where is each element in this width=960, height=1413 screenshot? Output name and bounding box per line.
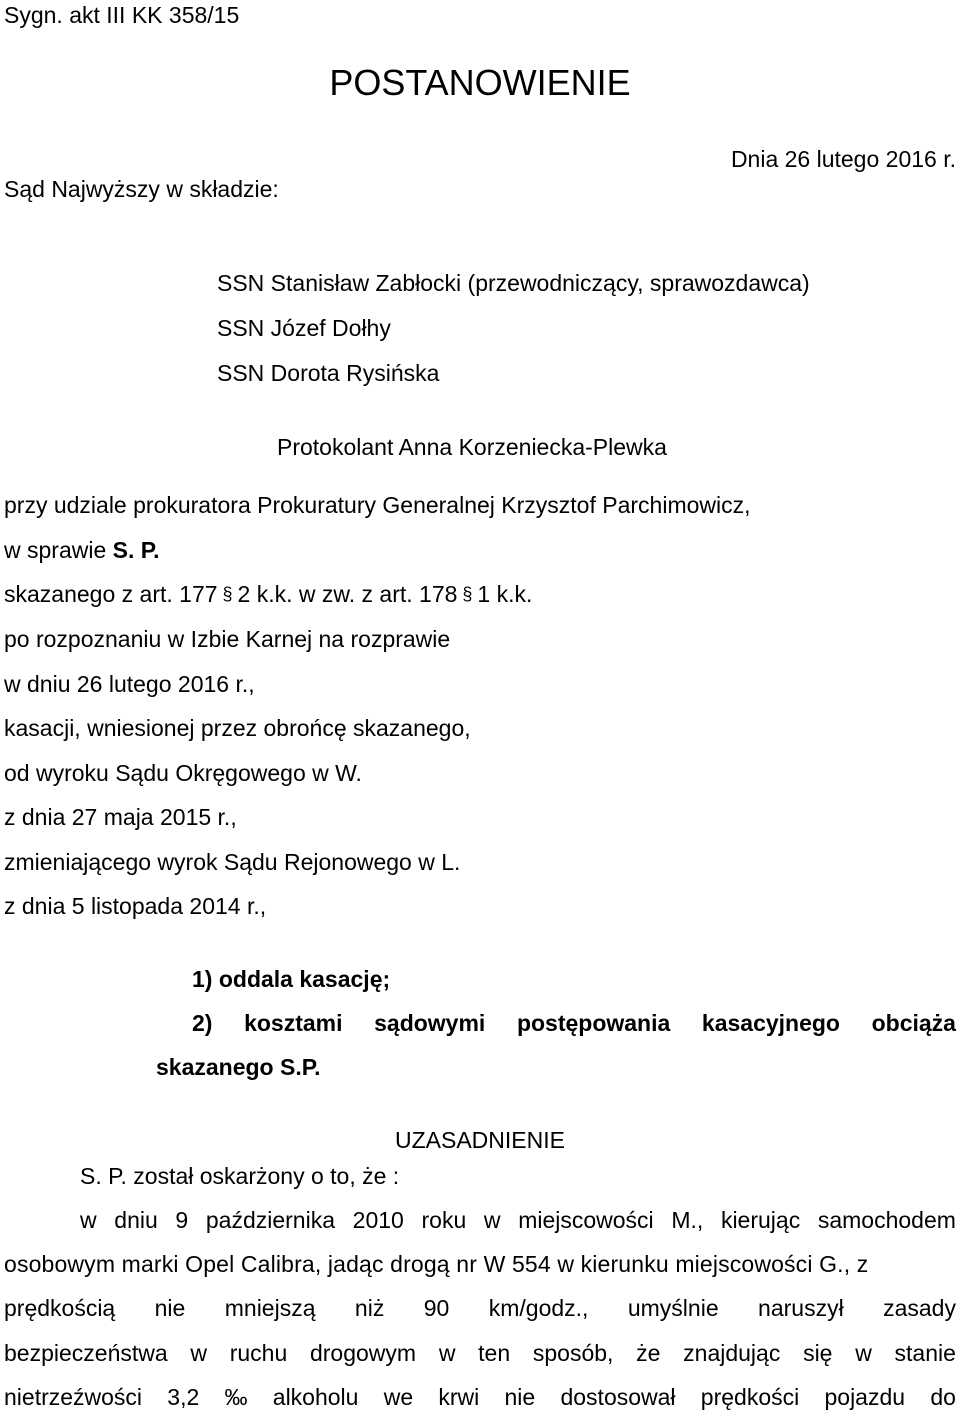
word: sposób,: [532, 1340, 614, 1366]
word: 2010: [352, 1207, 404, 1233]
appeal-date-line: z dnia 27 maja 2015 r.,: [4, 804, 237, 830]
word: do: [930, 1384, 956, 1410]
word: dniu: [114, 1207, 158, 1233]
word: znajdując: [683, 1340, 781, 1366]
cassation-line: kasacji, wniesionej przez obrońcę skazanego,: [4, 715, 471, 741]
sentence-line: [4, 581, 532, 607]
justification-line: [4, 1384, 956, 1410]
word: miejscowości: [518, 1207, 654, 1233]
word: prędkości: [700, 1384, 800, 1410]
judge-member: SSN Dorota Rysińska: [217, 360, 440, 386]
ruling-word: 2): [192, 1010, 213, 1036]
word: 90: [423, 1295, 450, 1321]
document-title: POSTANOWIENIE: [329, 62, 631, 103]
word: umyślnie: [627, 1295, 719, 1321]
section-sign-icon: §: [462, 584, 473, 604]
justification-line: [4, 1340, 956, 1366]
word: drogowym: [309, 1340, 417, 1366]
appeal-from-line: od wyroku Sądu Okręgowego w W.: [4, 760, 362, 786]
word: że: [636, 1340, 661, 1366]
judge-presiding: SSN Stanisław Zabłocki (przewodniczący, sprawozdawca): [217, 270, 810, 296]
word: nietrzeźwości: [4, 1384, 143, 1410]
word: 9: [175, 1207, 189, 1233]
case-line: [4, 537, 160, 563]
word: prędkością: [4, 1295, 116, 1321]
per-mille-sign: ‰: [224, 1384, 248, 1410]
word: bezpieczeństwa: [4, 1340, 168, 1366]
word: mniejszą: [224, 1295, 316, 1321]
word: niż: [354, 1295, 385, 1321]
case-prefix: w sprawie: [4, 537, 113, 563]
word: nie: [154, 1295, 186, 1321]
word: października: [205, 1207, 336, 1233]
court-composition-label: Sąd Najwyższy w składzie:: [4, 176, 279, 202]
hearing-date-line: w dniu 26 lutego 2016 r.,: [4, 671, 255, 697]
defendant-name: S. P.: [112, 537, 160, 563]
justification-line: S. P. został oskarżony o to, że :: [80, 1163, 400, 1189]
word: stanie: [894, 1340, 956, 1366]
word: w: [80, 1207, 97, 1233]
word: naruszył: [758, 1295, 844, 1321]
hearing-line: po rozpoznaniu w Izbie Karnej na rozprawie: [4, 626, 451, 652]
word: pojazdu: [824, 1384, 906, 1410]
word: we: [383, 1384, 414, 1410]
justification-line: osobowym marki Opel Calibra, jadąc drogą nr W 554 w kierunku miejscowości G., z: [4, 1251, 869, 1277]
word: km/godz.,: [488, 1295, 589, 1321]
justification-heading: UZASADNIENIE: [395, 1127, 565, 1153]
word: dostosował: [560, 1384, 676, 1410]
ruling-word: obciąża: [871, 1010, 956, 1036]
sentence-part: skazanego z art. 177: [4, 581, 218, 607]
protokolant: Protokolant Anna Korzeniecka-Plewka: [277, 434, 667, 460]
word: zasady: [883, 1295, 956, 1321]
word: krwi: [438, 1384, 480, 1410]
changing-date-line: z dnia 5 listopada 2014 r.,: [4, 893, 267, 919]
ruling-item-1: 1) oddala kasację;: [192, 966, 391, 992]
ruling-item-2-continuation: skazanego S.P.: [156, 1054, 321, 1080]
word: w: [855, 1340, 872, 1366]
word: ruchu: [229, 1340, 288, 1366]
ruling-word: kasacyjnego: [701, 1010, 840, 1036]
word: samochodem: [817, 1207, 956, 1233]
section-sign-icon: §: [222, 584, 233, 604]
ruling-word: sądowymi: [374, 1010, 486, 1036]
case-signature: Sygn. akt III KK 358/15: [4, 2, 240, 28]
word: kierując: [720, 1207, 801, 1233]
sentence-part: 2 k.k. w zw. z art. 178: [237, 581, 458, 607]
judge-member: SSN Józef Dołhy: [217, 315, 391, 341]
decision-date: Dnia 26 lutego 2016 r.: [730, 146, 956, 172]
ruling-word: kosztami: [244, 1010, 343, 1036]
sentence-part: 1 k.k.: [477, 581, 533, 607]
word: w: [438, 1340, 456, 1366]
word: 3,2: [167, 1384, 200, 1410]
ruling-item-2: [192, 1010, 956, 1036]
word: M.,: [671, 1207, 704, 1233]
prosecutor-line: przy udziale prokuratora Prokuratury Generalnej Krzysztof Parchimowicz,: [4, 492, 751, 518]
word: w: [483, 1207, 501, 1233]
word: alkoholu: [272, 1384, 359, 1410]
word: nie: [504, 1384, 536, 1410]
justification-line: [80, 1207, 956, 1233]
word: ten: [478, 1340, 511, 1366]
word: się: [803, 1340, 833, 1366]
ruling-word: postępowania: [516, 1010, 671, 1036]
justification-line: [4, 1295, 956, 1321]
changing-line: zmieniającego wyrok Sądu Rejonowego w L.: [4, 849, 461, 875]
word: w: [190, 1340, 207, 1366]
word: roku: [421, 1207, 467, 1233]
